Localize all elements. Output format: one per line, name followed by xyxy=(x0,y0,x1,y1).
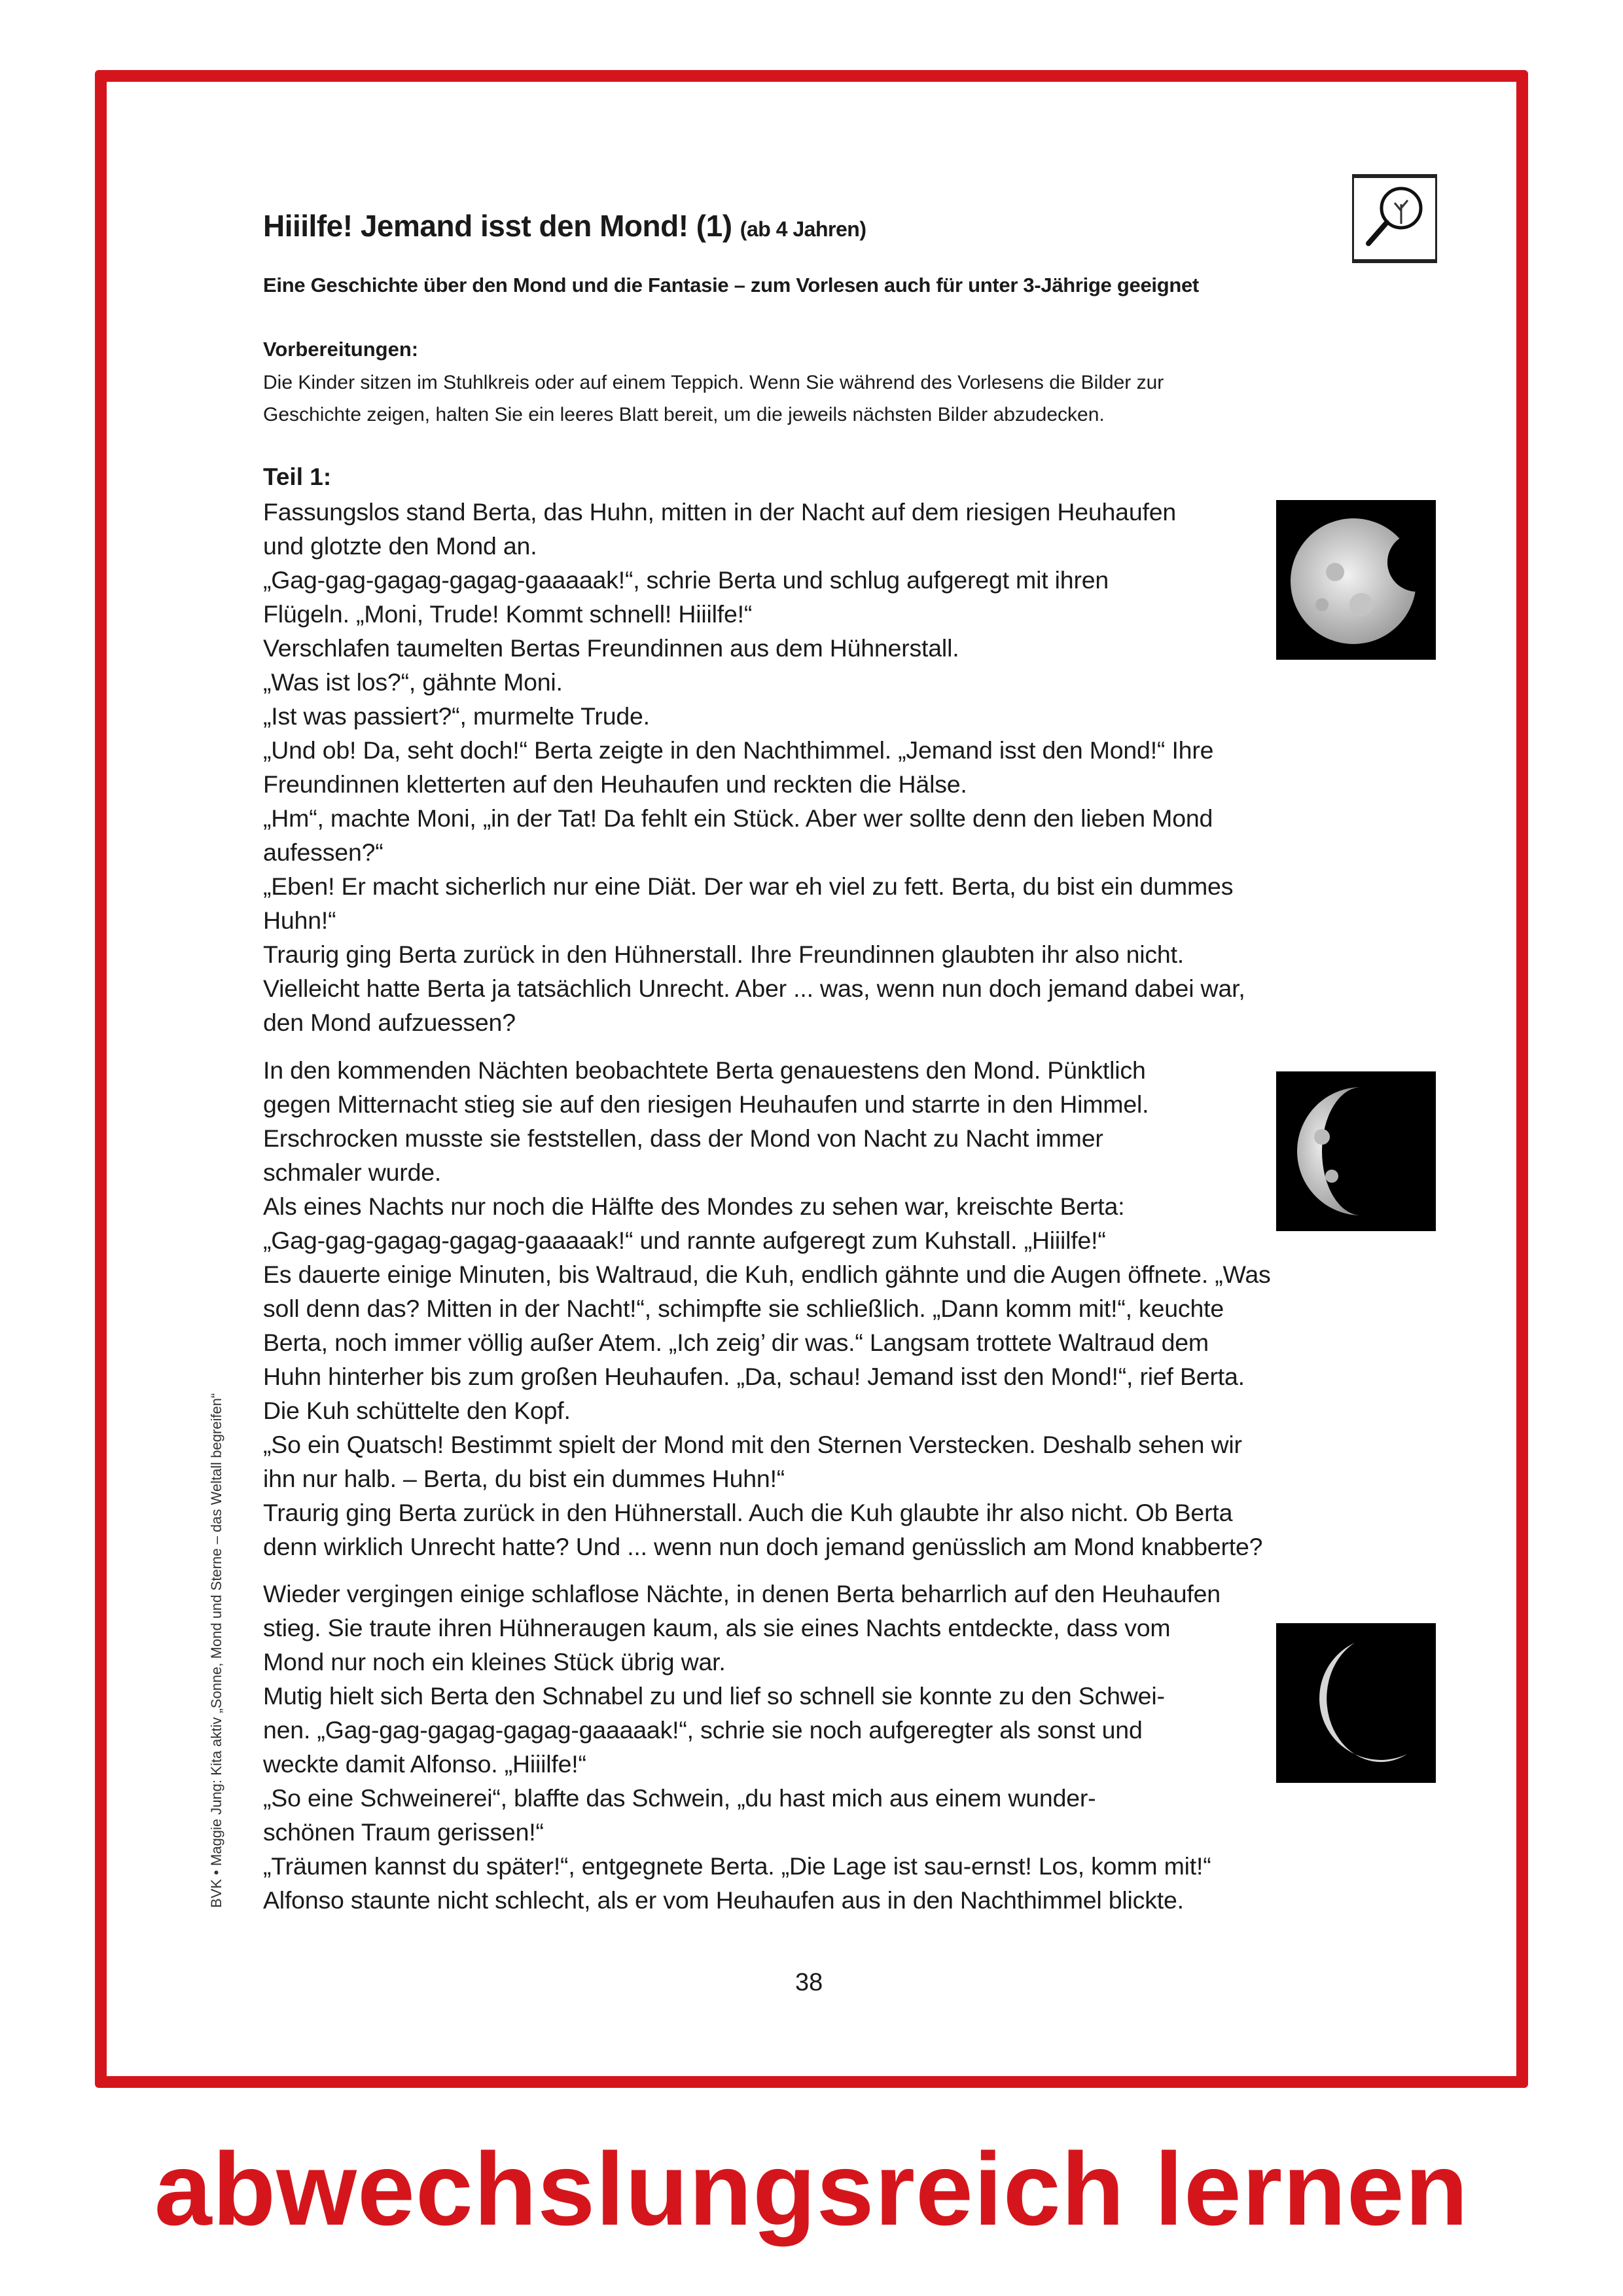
page-number: 38 xyxy=(795,1969,823,1996)
text-line: weckte damit Alfonso. „Hiiilfe!“ xyxy=(263,1750,586,1778)
text-line: nen. „Gag-gag-gagag-gagag-gaaaaak!“, schrie sie noch aufgeregter als sonst und xyxy=(263,1716,1143,1744)
text-line: Verschlafen taumelten Bertas Freundinnen aus dem Hühnerstall. xyxy=(263,634,959,662)
text-line: Alfonso staunte nicht schlecht, als er vom Heuhaufen aus in den Nachthimmel blickte. xyxy=(263,1886,1184,1914)
text-line: „Träumen kannst du später!“, entgegnete Berta. „Die Lage ist sau-ernst! Los, komm mit!“ xyxy=(263,1852,1211,1880)
text-line: aufessen?“ xyxy=(263,838,383,866)
text-line: Flügeln. „Moni, Trude! Kommt schnell! Hiiilfe!“ xyxy=(263,600,753,628)
text-line: „Gag-gag-gagag-gagag-gaaaaak!“ und rannte aufgeregt zum Kuhstall. „Hiiilfe!“ xyxy=(263,1227,1106,1254)
magnifying-glass-icon xyxy=(1352,174,1437,263)
text-line: Huhn!“ xyxy=(263,906,336,934)
text-line: denn wirklich Unrecht hatte? Und ... wenn nun doch jemand genüsslich am Mond knabberte? xyxy=(263,1533,1263,1560)
text-line: Als eines Nachts nur noch die Hälfte des Mondes zu sehen war, kreischte Berta: xyxy=(263,1193,1125,1220)
text-line: „So eine Schweinerei“, blaffte das Schwein, „du hast mich aus einem wunder- xyxy=(263,1784,1096,1812)
preparation-heading: Vorbereitungen: xyxy=(263,338,419,361)
moon-image-half xyxy=(1276,1071,1436,1231)
text-line: „Gag-gag-gagag-gagag-gaaaaak!“, schrie Berta und schlug aufgeregt mit ihren xyxy=(263,566,1109,594)
text-line: Die Kinder sitzen im Stuhlkreis oder auf einem Teppich. Wenn Sie während des Vorlesens die Bilder zur xyxy=(263,372,1164,393)
text-line: „Hm“, machte Moni, „in der Tat! Da fehlt ein Stück. Aber wer sollte denn den lieben Mond xyxy=(263,804,1213,832)
text-line: Traurig ging Berta zurück in den Hühnerstall. Auch die Kuh glaubte ihr also nicht. Ob Berta xyxy=(263,1499,1233,1526)
text-line: In den kommenden Nächten beobachtete Berta genauestens den Mond. Pünktlich xyxy=(263,1056,1146,1084)
text-line: gegen Mitternacht stieg sie auf den riesigen Heuhaufen und starrte in den Himmel. xyxy=(263,1090,1149,1118)
subtitle: Eine Geschichte über den Mond und die Fantasie – zum Vorlesen auch für unter 3-Jährige geeignet xyxy=(263,274,1199,296)
text-line: und glotzte den Mond an. xyxy=(263,532,537,560)
moon-image-nearly-full xyxy=(1276,500,1436,660)
text-line: „Eben! Er macht sicherlich nur eine Diät. Der war eh viel zu fett. Berta, du bist ein dummes xyxy=(263,872,1234,900)
story-paragraph-1 xyxy=(263,495,1245,1039)
text-line: „So ein Quatsch! Bestimmt spielt der Mond mit den Sternen Verstecken. Deshalb sehen wir xyxy=(263,1431,1242,1458)
text-line: Wieder vergingen einige schlaflose Nächte, in denen Berta beharrlich auf den Heuhaufen xyxy=(263,1580,1221,1607)
title-text: Hiiilfe! Jemand isst den Mond! (1) xyxy=(263,209,732,243)
preparation-text xyxy=(263,367,1164,431)
part-heading: Teil 1: xyxy=(263,463,332,490)
story-paragraph-2 xyxy=(263,1053,1271,1564)
moon-image-crescent xyxy=(1276,1623,1436,1783)
sidebar-credit: BVK • Maggie Jung: Kita aktiv „Sonne, Mond und Sterne – das Weltall begreifen“ xyxy=(208,1393,224,1908)
text-line: Traurig ging Berta zurück in den Hühnerstall. Ihre Freundinnen glaubten ihr also nicht. xyxy=(263,941,1185,968)
text-line: stieg. Sie traute ihren Hühneraugen kaum, als sie eines Nachts entdeckte, dass vom xyxy=(263,1614,1171,1641)
text-line: „Und ob! Da, seht doch!“ Berta zeigte in den Nachthimmel. „Jemand isst den Mond!“ Ihre xyxy=(263,736,1214,764)
story-paragraph-3 xyxy=(263,1577,1221,1917)
slogan: abwechslungsreich lernen xyxy=(154,2132,1469,2247)
text-line: Es dauerte einige Minuten, bis Waltraud, die Kuh, endlich gähnte und die Augen öffnete. „Was xyxy=(263,1261,1271,1288)
text-line: „Ist was passiert?“, murmelte Trude. xyxy=(263,702,650,730)
text-line: schönen Traum gerissen!“ xyxy=(263,1818,544,1846)
text-line: „Was ist los?“, gähnte Moni. xyxy=(263,668,563,696)
text-line: schmaler wurde. xyxy=(263,1158,442,1186)
text-line: Erschrocken musste sie feststellen, dass der Mond von Nacht zu Nacht immer xyxy=(263,1124,1103,1152)
text-line: Freundinnen kletterten auf den Heuhaufen und reckten die Hälse. xyxy=(263,770,967,798)
text-line: Berta, noch immer völlig außer Atem. „Ich zeig’ dir was.“ Langsam trottete Waltraud dem xyxy=(263,1329,1209,1356)
text-line: Mutig hielt sich Berta den Schnabel zu und lief so schnell sie konnte zu den Schwei- xyxy=(263,1682,1165,1710)
text-line: den Mond aufzuessen? xyxy=(263,1009,516,1036)
text-line: Vielleicht hatte Berta ja tatsächlich Unrecht. Aber ... was, wenn nun doch jemand dabei war, xyxy=(263,975,1245,1002)
page-title xyxy=(263,208,866,243)
age-label: (ab 4 Jahren) xyxy=(740,217,866,241)
text-line: ihn nur halb. – Berta, du bist ein dummes Huhn!“ xyxy=(263,1465,785,1492)
text-line: Fassungslos stand Berta, das Huhn, mitten in der Nacht auf dem riesigen Heuhaufen xyxy=(263,498,1177,526)
text-line: Huhn hinterher bis zum großen Heuhaufen. „Da, schau! Jemand isst den Mond!“, rief Berta. xyxy=(263,1363,1245,1390)
text-line: Mond nur noch ein kleines Stück übrig war. xyxy=(263,1648,726,1676)
text-line: Geschichte zeigen, halten Sie ein leeres Blatt bereit, um die jeweils nächsten Bilder abzudecken. xyxy=(263,404,1105,425)
text-line: Die Kuh schüttelte den Kopf. xyxy=(263,1397,571,1424)
text-line: soll denn das? Mitten in der Nacht!“, schimpfte sie schließlich. „Dann komm mit!“, keuchte xyxy=(263,1295,1224,1322)
